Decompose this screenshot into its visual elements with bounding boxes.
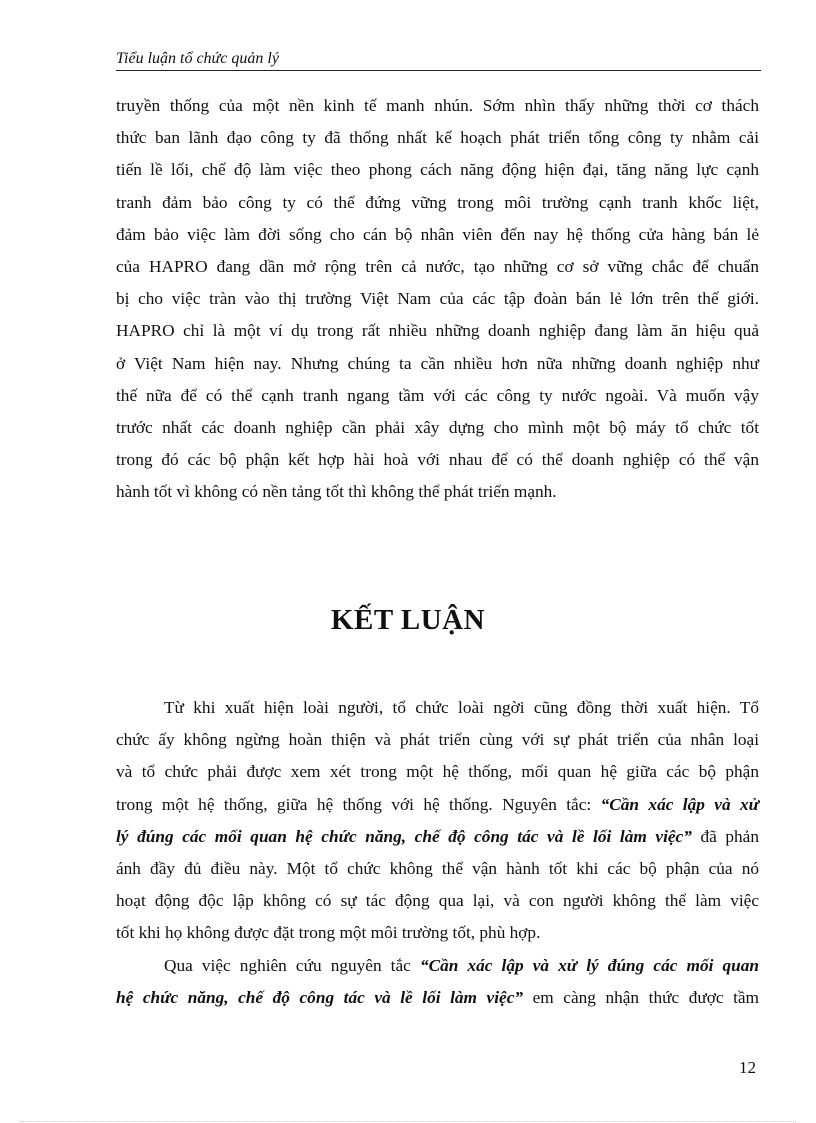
header-title: Tiểu luận tổ chức quản lý [116,50,279,67]
text-line: trong đó các bộ phận kết hợp hài hoà với nhau để có thể doanh nghiệp có thể vận [116,450,759,470]
principle-quote: “Cần xác lập và xử [600,794,759,814]
text-line: tiến lề lối, chế độ làm việc theo phong cách năng động hiện đại, tăng năng lực cạnh [116,160,759,180]
text-run: đã phản [691,826,759,846]
text-line: HAPRO chỉ là một ví dụ trong rất nhiều những doanh nghiệp đang làm ăn hiệu quả [116,321,759,341]
conclusion-paragraph-1 [116,692,759,950]
text-line: của HAPRO đang dần mở rộng trên cả nước, tạo những cơ sở vững chắc để chuẩn [116,257,759,277]
text-run: Qua việc nghiên cứu nguyên tắc [164,956,420,975]
running-header [116,48,761,71]
text-line: thức ban lãnh đạo công ty đã thống nhất kế hoạch phát triển tổng công ty nhằm cải [116,128,759,148]
text-line: trước nhất các doanh nghiệp cần phải xây dựng cho mình một bộ máy tổ chức tốt [116,418,759,438]
text-line [116,821,759,853]
text-line: ở Việt Nam hiện nay. Nhưng chúng ta cần nhiều hơn nữa những doanh nghiệp như [116,353,759,373]
text-line: hoạt động độc lập không có sự tác động qua lại, và con người không thể làm việc [116,891,759,911]
principle-quote: hệ chức năng, chế độ công tác và lề lối làm việc” [116,988,524,1008]
text-line: tranh đảm bảo công ty có thể đứng vững trong môi trường cạnh tranh khốc liệt, [116,192,759,212]
text-line: tốt khi họ không được đặt trong một môi trường tốt, phù hợp. [116,923,541,943]
text-line: hành tốt vì không có nền tảng tốt thì không thể phát triển mạnh. [116,482,557,502]
text-line [116,950,759,982]
text-line: và tổ chức phải được xem xét trong một hệ thống, mối quan hệ giữa các bộ phận [116,762,759,782]
text-run: em càng nhận thức được tầm [523,988,759,1008]
text-line: truyền thống của một nền kinh tế manh nhún. Sớm nhìn thấy những thời cơ thách [116,96,759,115]
text-line [116,982,759,1014]
text-line [116,789,759,821]
text-line: Từ khi xuất hiện loài người, tổ chức loài ngời cũng đồng thời xuất hiện. Tổ [164,698,759,717]
principle-quote: “Cần xác lập và xử lý đúng các mối quan [419,956,759,975]
principle-quote: lý đúng các mối quan hệ chức năng, chế độ công tác và lề lối làm việc” [116,826,692,846]
intro-paragraph [116,90,759,509]
text-line: thế nữa để có thể cạnh tranh ngang tầm với các công ty nước ngoài. Và muốn vậy [116,385,759,405]
text-line: ánh đầy đủ điều này. Một tổ chức không thể vận hành tốt khi các bộ phận của nó [116,859,759,879]
text-line: chức ấy không ngừng hoàn thiện và phát triển cùng với sự phát triển của nhân loại [116,730,759,750]
page-number: 12 [739,1058,756,1077]
text-line: bị cho việc tràn vào thị trường Việt Nam của các tập đoàn bán lẻ lớn trên thế giới. [116,289,759,309]
conclusion-paragraph-2 [116,950,759,1014]
text-run: trong một hệ thống, giữa hệ thống với hệ thống. Nguyên tắc: [116,794,601,814]
section-title: KẾT LUẬN [330,604,486,636]
text-line: đảm bảo việc làm đời sống cho cán bộ nhân viên đến nay hệ thống cửa hàng bán lẻ [116,224,759,244]
page-bottom-divider [20,1121,796,1122]
